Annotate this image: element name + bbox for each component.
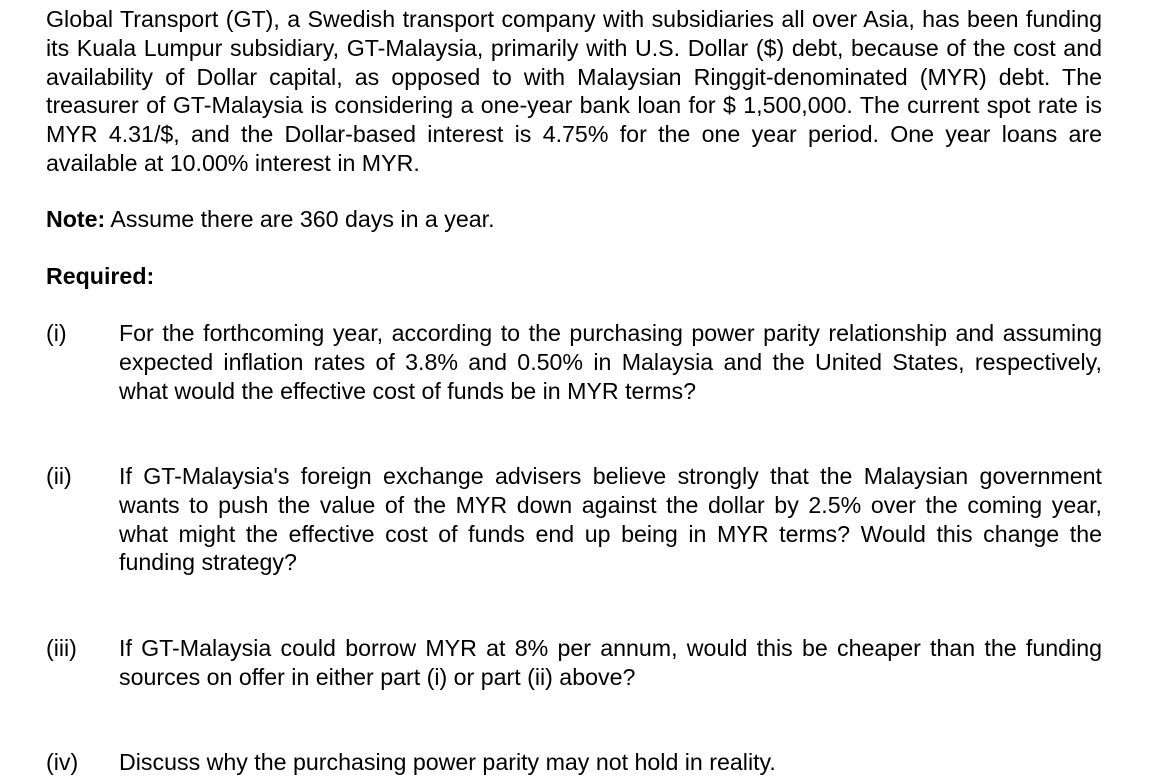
note-line: [46, 205, 495, 234]
question-number: (i): [46, 320, 67, 346]
question-iii: [46, 634, 1102, 692]
question-text: Discuss why the purchasing power parity may not hold in reality.: [119, 749, 776, 775]
question-i: [46, 319, 1102, 405]
question-number: (ii): [46, 463, 72, 489]
question-number: (iii): [46, 635, 77, 661]
note-text: Assume there are 360 days in a year.: [105, 206, 495, 232]
question-text: If GT-Malaysia could borrow MYR at 8% per annum, would this be cheaper than the funding sources on offer in either part (i) or part (ii) above?: [119, 635, 1102, 690]
question-number: (iv): [46, 749, 79, 775]
question-ii: [46, 462, 1102, 577]
intro-block: [46, 5, 1102, 178]
question-text: For the forthcoming year, according to the purchasing power parity relationship and assuming expected inflation rates of 3.8% and 0.50% in Malaysia and the United States, respectively, what would the effective cost of funds be in MYR terms?: [119, 320, 1102, 404]
intro-paragraph: Global Transport (GT), a Swedish transport company with subsidiaries all over Asia, has been funding its Kuala Lumpur subsidiary, GT-Malaysia, primarily with U.S. Dollar ($) debt, because of the cost and availability of Dollar capital, as opposed to with Malaysian Ringgit-denominated (MYR) debt. The treasurer of GT-Malaysia is considering a one-year bank loan for $ 1,500,000. The current spot rate is MYR 4.31/$, and the Dollar-based interest is 4.75% for the one year period. One year loans are available at 10.00% interest in MYR.: [46, 6, 1102, 176]
question-iv: [46, 748, 1102, 777]
required-heading: Required:: [46, 263, 155, 289]
note-label: Note:: [46, 206, 106, 232]
question-text: If GT-Malaysia's foreign exchange advisers believe strongly that the Malaysian government wants to push the value of the MYR down against the dollar by 2.5% over the coming year, what might the effective cost of funds end up being in MYR terms? Would this change the funding strategy?: [119, 463, 1102, 576]
